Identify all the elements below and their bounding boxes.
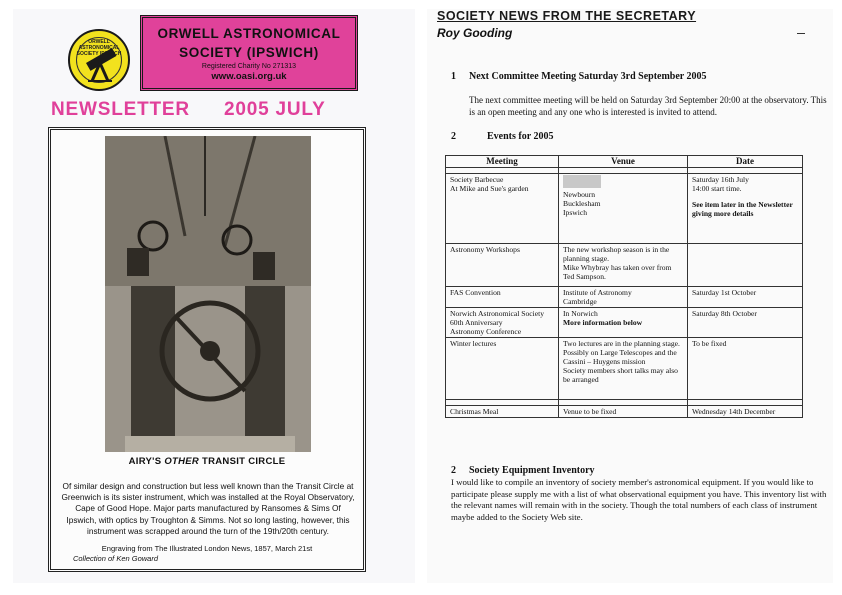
society-logo	[68, 29, 130, 91]
masthead-line1: ORWELL ASTRONOMICAL	[157, 26, 341, 41]
date-text: Saturday 16th July 14:00 start time.	[692, 175, 749, 193]
masthead-line2: SOCIETY (IPSWICH)	[179, 45, 319, 60]
figure-credits	[51, 544, 363, 564]
website-url: www.oasi.org.uk	[211, 71, 287, 82]
item1-title: Next Committee Meeting Saturday 3rd September 2005	[469, 71, 707, 82]
cell-meeting: Astronomy Workshops	[446, 244, 559, 287]
charity-number: Registered Charity No 271313	[201, 63, 297, 70]
caption-emphasis: OTHER	[164, 456, 200, 467]
transit-circle-engraving	[105, 136, 311, 452]
item3-title: Society Equipment Inventory	[469, 465, 595, 476]
table-row	[446, 406, 803, 418]
cell-date: Wednesday 14th December	[688, 406, 803, 418]
date-note: See item later in the Newsletter giving more details	[692, 200, 793, 218]
figure-caption	[51, 456, 363, 467]
cell-date: Saturday 8th October	[688, 308, 803, 338]
cell-meeting: Norwich Astronomical Society 60th Anniversary Astronomy Conference	[446, 308, 559, 338]
cell-venue: Two lectures are in the planning stage. Possibly on Large Telescopes and the Cassini – Huygens mission Society members short talks may also be arranged	[559, 338, 688, 400]
cell-venue: The new workshop season is in the planning stage. Mike Whybray has taken over from Ted Sampson.	[559, 244, 688, 287]
table-row	[446, 308, 803, 338]
author-name: Roy Gooding	[437, 26, 513, 40]
feature-frame	[48, 127, 366, 572]
cell-meeting: Society Barbecue At Mike and Sue's garden	[446, 174, 559, 244]
redacted-block	[563, 175, 601, 188]
header-meeting: Meeting	[446, 156, 559, 168]
newsletter-cover-page	[13, 9, 415, 583]
table-row	[446, 287, 803, 308]
cell-date	[688, 174, 803, 244]
newsletter-date: 2005 JULY	[223, 99, 326, 120]
page-mark	[797, 33, 805, 34]
cell-meeting: FAS Convention	[446, 287, 559, 308]
item2-title: Events for 2005	[487, 131, 554, 142]
caption-part2: TRANSIT CIRCLE	[199, 456, 286, 467]
venue-text: Newbourn Bucklesham Ipswich	[563, 190, 601, 217]
cell-meeting: Christmas Meal	[446, 406, 559, 418]
header-venue: Venue	[559, 156, 688, 168]
table-row	[446, 244, 803, 287]
engraving-source: Engraving from The Illustrated London News, 1857, March 21st	[101, 544, 313, 553]
telescope-icon	[70, 31, 130, 91]
venue-text: In Norwich	[563, 309, 598, 318]
cell-venue: Venue to be fixed	[559, 406, 688, 418]
table-header-row	[446, 156, 803, 168]
cell-date	[688, 244, 803, 287]
newsletter-title	[51, 99, 326, 121]
cell-date: To be fixed	[688, 338, 803, 400]
secretary-news-page	[427, 9, 833, 583]
logo-text: ORWELL ASTRONOMICAL SOCIETY IPSWICH	[76, 39, 122, 57]
events-table	[445, 155, 803, 418]
newsletter-label: NEWSLETTER	[51, 99, 190, 120]
section-header: SOCIETY NEWS FROM THE SECRETARY	[437, 9, 697, 23]
item2-number: 2	[451, 131, 456, 142]
cell-venue	[559, 174, 688, 244]
header-date: Date	[688, 156, 803, 168]
item3-number: 2	[451, 465, 456, 476]
table-row	[446, 174, 803, 244]
cell-date: Saturday 1st October	[688, 287, 803, 308]
table-row	[446, 338, 803, 400]
figure-description: Of similar design and construction but less well known than the Transit Circle at Greenwich is its sister instrument, which was installed at the Royal Observatory, Cape of Good Hope. Major parts manufactured by Ransomes & Sims Of Ipswich, with optics by Troughton & Simms. Not so long lasting, however, this instrument was scrapped around the turn of the 19th/20th century.	[61, 481, 355, 536]
collection-credit: Collection of Ken Goward	[72, 554, 159, 563]
item1-number: 1	[451, 71, 456, 82]
cell-meeting: Winter lectures	[446, 338, 559, 400]
cell-venue	[559, 308, 688, 338]
masthead	[140, 15, 358, 91]
item3-text: I would like to compile an inventory of society member's astronomical equipment. If you would like to participate please supply me with a list of what observational equipment you have. This inventory list with the relevant names will remain with in the society. Though the total numbers of each class of instrument maybe added to the Society Web site.	[451, 477, 827, 522]
venue-note: More information below	[563, 318, 643, 327]
cell-venue: Institute of Astronomy Cambridge	[559, 287, 688, 308]
caption-part1: AIRY'S	[128, 456, 165, 467]
item1-text: The next committee meeting will be held on Saturday 3rd September 20:00 at the observatory. This is an open meeting and any one who is interested is invited to attend.	[469, 95, 827, 117]
